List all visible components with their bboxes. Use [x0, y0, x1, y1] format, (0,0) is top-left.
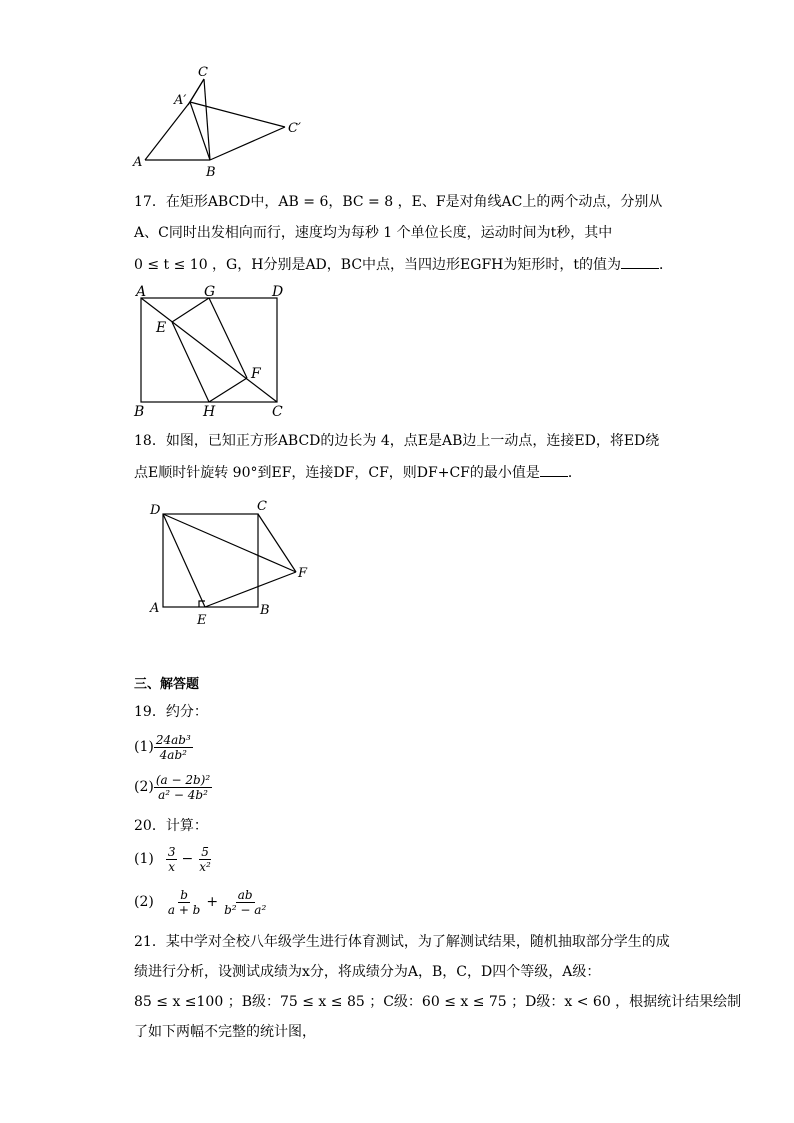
q20-part1: [134, 842, 213, 876]
q21-line3: 85 ≤ x ≤100 ；B级：75 ≤ x ≤ 85 ；C级：60 ≤ x ≤ 75 ；D级：x < 60 ，根据统计结果绘制: [134, 994, 742, 1010]
label-E: E: [197, 613, 207, 628]
label-B: B: [260, 603, 270, 618]
q18-answer-blank[interactable]: [540, 462, 568, 477]
q19-p2-label: (2): [134, 779, 154, 795]
q19-p1-label: (1): [134, 739, 154, 755]
q21-line4: 了如下两幅不完整的统计图，: [134, 1024, 316, 1040]
numerator: (a − 2b)²: [155, 772, 211, 787]
label-B: B: [134, 404, 145, 420]
label-E: E: [156, 320, 167, 336]
figure-q17: [130, 282, 300, 422]
q17-line3-end: ．: [659, 257, 673, 273]
q20-p1-fraction1: [166, 845, 178, 874]
q20-part2: [134, 885, 268, 919]
q17-line1: 17．在矩形ABCD中，AB = 6，BC = 8 ，E、F是对角线AC上的两个动点，分别从: [134, 194, 663, 210]
figure-q18: [140, 496, 320, 628]
numerator: b: [180, 887, 188, 902]
label-C: C: [272, 404, 283, 420]
q20-p2-fraction1: [166, 888, 203, 917]
label-D: D: [150, 503, 161, 518]
denominator: 4ab²: [159, 747, 187, 762]
numerator: 24ab³: [155, 732, 191, 747]
q20-p2-fraction2: [222, 888, 268, 917]
figure-q16: [130, 62, 310, 180]
label-H: H: [203, 404, 216, 420]
q21-line1: 21．某中学对全校八年级学生进行体育测试，为了解测试结果，随机抽取部分学生的成: [134, 934, 670, 950]
q17-line3-text: 0 ≤ t ≤ 10 ，G，H分别是AD，BC中点，当四边形EGFH为矩形时，t的值为: [134, 257, 621, 273]
q18-line1: 18．如图，已知正方形ABCD的边长为 4，点E是AB边上一动点，连接ED，将ED绕: [134, 433, 660, 449]
label-A: A: [136, 284, 147, 300]
q18-line2: [134, 462, 582, 483]
q20-p1-fraction2: [197, 845, 213, 874]
operator: +: [206, 894, 219, 910]
label-G: G: [204, 284, 216, 300]
q19-part2: [134, 770, 212, 804]
q21-line2: 绩进行分析，设测试成绩为x分，将成绩分为A，B，C，D四个等级，A级：: [134, 964, 601, 980]
label-B: B: [206, 165, 216, 180]
label-F: F: [251, 366, 261, 382]
denominator: a² − 4b²: [158, 787, 208, 802]
denominator: a + b: [167, 902, 201, 917]
q19-title: 19．约分：: [134, 704, 208, 720]
q17-line3: [134, 254, 673, 275]
section-heading: 三、解答题: [134, 677, 200, 692]
denominator: b² − a²: [224, 902, 267, 917]
q19-p1-fraction: [154, 733, 193, 762]
label-F: F: [298, 566, 308, 581]
q18-line2-end: ．: [567, 465, 582, 481]
label-A-prime: A′: [174, 93, 187, 108]
label-C: C: [198, 65, 208, 80]
q17-line2: A、C同时出发相向而行，速度均为每秒 1 个单位长度，运动时间为t秒，其中: [134, 225, 613, 241]
label-C-prime: C′: [288, 121, 301, 136]
q20-p2-label: (2): [134, 894, 154, 910]
numerator: ab: [237, 887, 253, 902]
q19-p2-fraction: [154, 773, 212, 802]
q17-answer-blank[interactable]: [621, 254, 659, 269]
q18-line2-text: 点E顺时针旋转 90°到EF，连接DF，CF，则DF+CF的最小值是: [134, 465, 540, 481]
operator: −: [181, 851, 194, 867]
label-C: C: [257, 499, 267, 514]
q20-title: 20．计算：: [134, 818, 208, 834]
numerator: 3: [167, 844, 176, 859]
label-D: D: [272, 284, 284, 300]
label-A: A: [150, 601, 160, 616]
q20-p1-label: (1): [134, 851, 154, 867]
denominator: x²: [199, 859, 211, 874]
q19-part1: [134, 730, 193, 764]
denominator: x: [168, 859, 176, 874]
numerator: 5: [201, 844, 209, 859]
label-A: A: [133, 155, 143, 170]
